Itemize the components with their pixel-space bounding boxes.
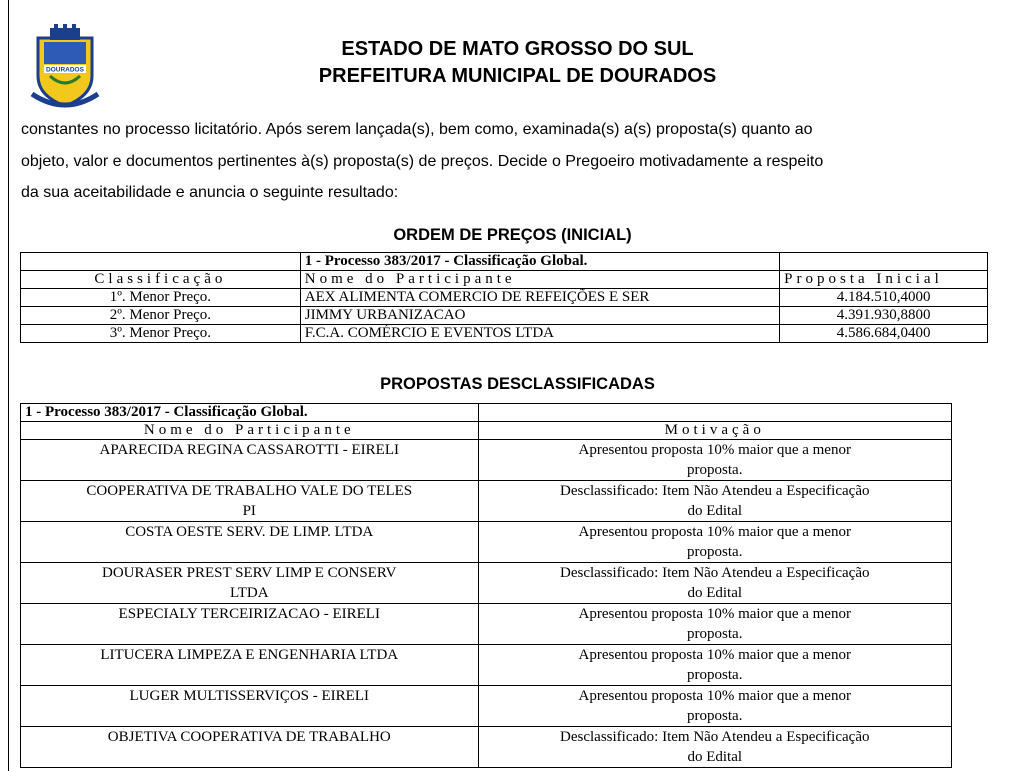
reason-line: Apresentou proposta 10% maior que a menor <box>578 688 851 704</box>
intro-line: constantes no processo licitatório. Após serem lançada(s), bem como, examinada(s) a(s) proposta(s) quanto ao <box>21 121 813 138</box>
process-label: 1 - Processo 383/2017 - Classificação Global. <box>300 253 779 271</box>
participant-line: OBJETIVA COOPERATIVA DE TRABALHO <box>107 729 391 745</box>
reason-line: Desclassificado: Item Não Atendeu a Especificação <box>560 729 870 745</box>
reason-cell <box>478 686 951 727</box>
participant-line: COSTA OESTE SERV. DE LIMP. LTDA <box>125 524 374 540</box>
table-row <box>21 522 952 563</box>
reason-line: Apresentou proposta 10% maior que a menor <box>578 442 851 458</box>
column-header-classificacao: Classificação <box>21 271 301 289</box>
column-header-proposta: Proposta Inicial <box>780 271 988 289</box>
table-row <box>21 686 952 727</box>
reason-line: proposta. <box>687 544 743 560</box>
participant-cell <box>21 440 479 481</box>
column-header-motivacao: Motivação <box>478 422 951 440</box>
ordem-precos-table <box>20 252 988 343</box>
participant-line: LITUCERA LIMPEZA E ENGENHARIA LTDA <box>100 647 399 663</box>
participant-line: LTDA <box>229 585 269 601</box>
participant-cell <box>21 604 479 645</box>
reason-line: do Edital <box>687 585 743 601</box>
intro-paragraph <box>21 114 1006 209</box>
table-row <box>21 440 952 481</box>
document-header <box>120 36 915 90</box>
header-prefecture: PREFEITURA MUNICIPAL DE DOURADOS <box>318 65 717 87</box>
reason-line: proposta. <box>687 708 743 724</box>
table-row <box>21 645 952 686</box>
table-row <box>21 727 952 768</box>
proposal-value-cell: 4.586.684,0400 <box>780 325 988 343</box>
participant-line: LUGER MULTISSERVIÇOS - EIRELI <box>129 688 369 704</box>
reason-cell <box>478 440 951 481</box>
desclassificadas-title: PROPOSTAS DESCLASSIFICADAS <box>380 375 655 393</box>
reason-line: proposta. <box>687 626 743 642</box>
table-row <box>21 289 988 307</box>
column-header-nome: Nome do Participante <box>300 271 779 289</box>
desclassificadas-table <box>20 403 952 768</box>
reason-cell <box>478 522 951 563</box>
dourados-coat-of-arms-logo <box>30 24 100 110</box>
reason-cell <box>478 604 951 645</box>
participant-cell: AEX ALIMENTA COMERCIO DE REFEIÇÕES E SER <box>300 289 779 307</box>
participant-cell <box>21 481 479 522</box>
table-header-row <box>21 271 988 289</box>
intro-line: objeto, valor e documentos pertinentes à(s) proposta(s) de preços. Decide o Pregoeiro motivadamente a respeito <box>21 152 824 170</box>
reason-line: Desclassificado: Item Não Atendeu a Especificação <box>560 565 870 581</box>
intro-line: da sua aceitabilidade e anuncia o seguinte resultado: <box>21 184 399 201</box>
reason-line: do Edital <box>687 749 743 765</box>
classificacao-cell: 3º. Menor Preço. <box>21 325 301 343</box>
reason-line: proposta. <box>687 667 743 683</box>
participant-line: COOPERATIVA DE TRABALHO VALE DO TELES <box>86 483 413 499</box>
participant-cell <box>21 727 479 768</box>
table-row <box>21 307 988 325</box>
table-row <box>21 404 952 422</box>
table-row <box>21 325 988 343</box>
reason-line: proposta. <box>687 462 743 478</box>
participant-line: ESPECIALY TERCEIRIZACAO - EIRELI <box>118 606 380 622</box>
ordem-precos-title: ORDEM DE PREÇOS (INICIAL) <box>393 226 632 244</box>
logo-text: DOURADOS <box>46 66 84 74</box>
proposal-value-cell: 4.391.930,8800 <box>780 307 988 325</box>
reason-cell <box>478 645 951 686</box>
table-row <box>21 604 952 645</box>
participant-line: PI <box>242 503 256 519</box>
reason-cell <box>478 481 951 522</box>
participant-line: DOURASER PREST SERV LIMP E CONSERV <box>102 565 397 581</box>
participant-line: APARECIDA REGINA CASSAROTTI - EIRELI <box>99 442 399 458</box>
table-row <box>21 563 952 604</box>
proposal-value-cell: 4.184.510,4000 <box>780 289 988 307</box>
process-label: 1 - Processo 383/2017 - Classificação Global. <box>21 404 479 422</box>
participant-cell <box>21 645 479 686</box>
classificacao-cell: 1º. Menor Preço. <box>21 289 301 307</box>
reason-line: Apresentou proposta 10% maior que a menor <box>578 524 851 540</box>
reason-line: do Edital <box>687 503 743 519</box>
participant-cell: F.C.A. COMÉRCIO E EVENTOS LTDA <box>300 325 779 343</box>
reason-line: Apresentou proposta 10% maior que a menor <box>578 606 851 622</box>
table-row <box>21 481 952 522</box>
table-row <box>21 253 988 271</box>
classificacao-cell: 2º. Menor Preço. <box>21 307 301 325</box>
header-state: ESTADO DE MATO GROSSO DO SUL <box>341 38 694 60</box>
column-header-nome: Nome do Participante <box>21 422 479 440</box>
reason-cell <box>478 727 951 768</box>
table-header-row <box>21 422 952 440</box>
reason-line: Apresentou proposta 10% maior que a menor <box>578 647 851 663</box>
participant-cell <box>21 522 479 563</box>
reason-line: Desclassificado: Item Não Atendeu a Especificação <box>560 483 870 499</box>
reason-cell <box>478 563 951 604</box>
participant-cell <box>21 563 479 604</box>
participant-cell: JIMMY URBANIZACAO <box>300 307 779 325</box>
participant-cell <box>21 686 479 727</box>
